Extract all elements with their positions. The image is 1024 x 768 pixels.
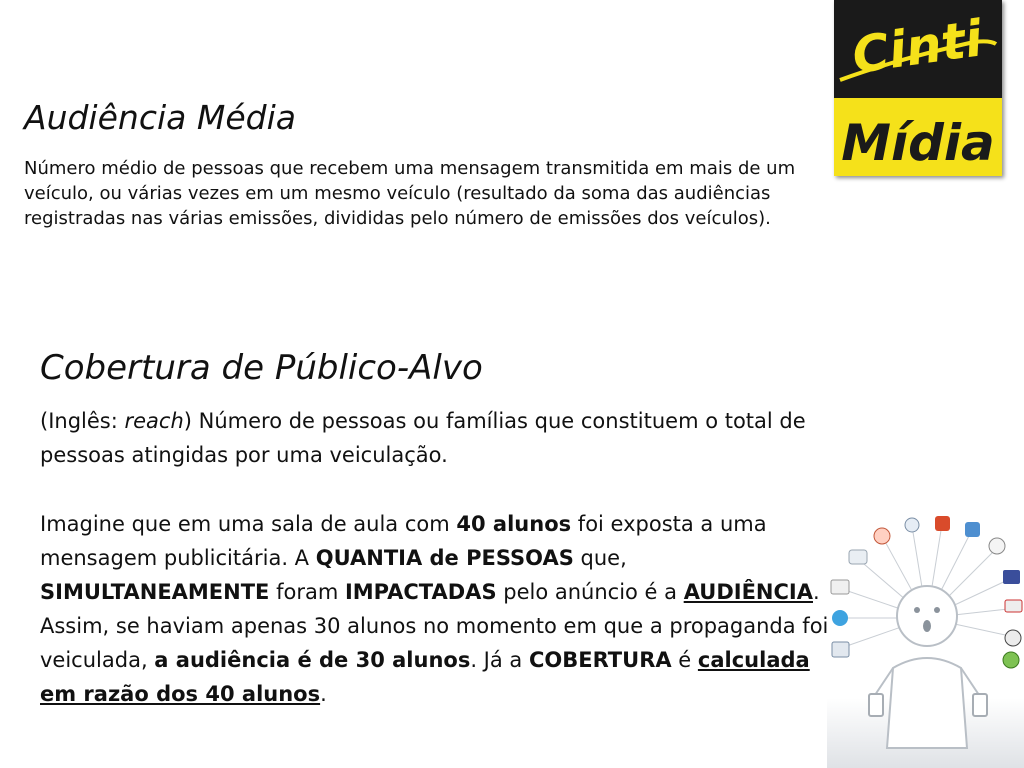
ex-text-4: foram [269, 580, 345, 604]
logo-line1: Cinti [848, 9, 986, 85]
media-person-illustration [827, 498, 1024, 768]
ex-bold-impactadas: IMPACTADAS [344, 580, 497, 604]
media-icon-light [832, 642, 849, 657]
logo-line2: Mídia [841, 114, 995, 172]
person-head [897, 586, 957, 646]
person-figure [873, 586, 981, 748]
ex-bold-40-alunos: 40 alunos [456, 512, 572, 536]
espn-icon [1005, 600, 1022, 612]
ex-text-5: pelo anúncio é a [496, 580, 684, 604]
phone-device-left [869, 694, 883, 716]
media-icon-white [989, 538, 1005, 554]
skype-icon [832, 610, 848, 626]
ex-text-2: foi exposta a uma mensagem publicitária. A [40, 512, 767, 570]
media-icon-orange [874, 528, 890, 544]
media-icon-navy [1003, 570, 1020, 584]
playstation-icon [1005, 630, 1021, 646]
ex-text-9: . [320, 682, 327, 706]
ex-text-3: que, [573, 546, 627, 570]
ex-bold-audiencia: AUDIÊNCIA [683, 580, 813, 604]
flickr-icon [831, 580, 849, 594]
person-body [887, 658, 967, 748]
def-rest: ) Número de pessoas ou famílias que constituem o total de pessoas atingidas por uma veiculação. [40, 409, 806, 467]
ex-text-7: . Já a [470, 648, 529, 672]
media-icon-red [935, 516, 950, 531]
ex-bold-quantia: QUANTIA de PESSOAS [315, 546, 574, 570]
definition-paragraph [40, 404, 850, 472]
section-title-cobertura: Cobertura de Público-Alvo [40, 348, 483, 388]
ex-bold-cobertura: COBERTURA [528, 648, 672, 672]
xbox-icon [1003, 652, 1019, 668]
section-body-audiencia: Número médio de pessoas que recebem uma mensagem transmitida em mais de um veículo, ou várias vezes em um mesmo veículo (resultado da soma das audiências registradas nas várias emissões, divididas pelo número de emissões dos veículos). [24, 158, 796, 229]
ex-text-1: Imagine que em uma sala de aula com [40, 512, 457, 536]
orkut-icon [849, 550, 867, 564]
media-icon-grey [905, 518, 919, 532]
ex-bold-audiencia-30: a audiência é de 30 alunos [154, 648, 471, 672]
media-icon-blue [965, 522, 980, 537]
example-paragraph [40, 507, 850, 711]
def-prefix: (Inglês: [40, 409, 125, 433]
def-term: reach [124, 409, 184, 433]
phone-device-right [973, 694, 987, 716]
ex-bold-calculada: calculada em razão dos 40 alunos [40, 648, 810, 706]
cinti-midia-logo [834, 0, 1002, 176]
ex-bold-simultaneamente: SIMULTANEAMENTE [40, 580, 270, 604]
ex-text-8: é [671, 648, 698, 672]
ex-text-6: . Assim, se haviam apenas 30 alunos no momento em que a propaganda foi veiculada, [40, 580, 829, 672]
section-title-audiencia: Audiência Média [24, 98, 296, 137]
